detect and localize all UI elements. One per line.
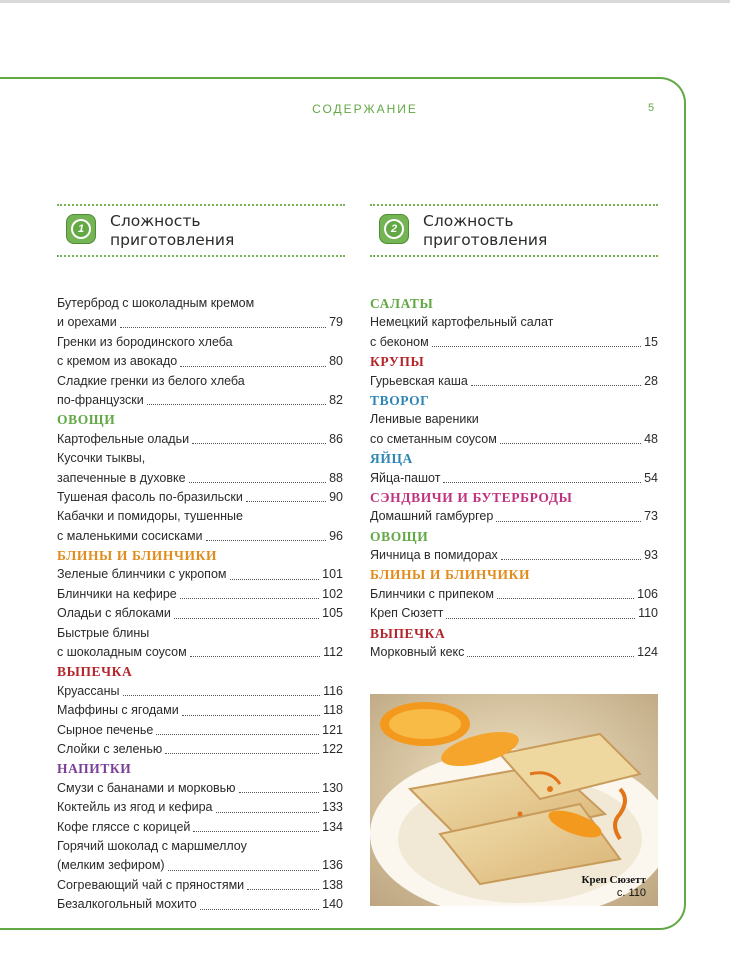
entry-page: 105 (322, 606, 343, 621)
section-title: Сложность приготовления (110, 212, 235, 249)
top-border (0, 0, 730, 3)
entry-page: 96 (329, 528, 343, 543)
dot-leader (471, 372, 641, 386)
dotted-divider (57, 255, 345, 257)
dot-leader (230, 565, 320, 579)
toc-entry (57, 643, 343, 662)
toc-entry (370, 643, 658, 662)
toc-entry (370, 546, 658, 565)
entry-title: Смузи с бананами и морковью (57, 780, 236, 795)
entry-page: 73 (644, 509, 658, 524)
toc-entry (57, 895, 343, 914)
page-number: 5 (648, 102, 655, 114)
toc-entry (57, 585, 343, 604)
caption-title: Креп Сюзетт (581, 874, 646, 886)
difficulty-section-2 (370, 204, 658, 257)
toc-entry (57, 682, 343, 701)
entry-title: и орехами (57, 315, 117, 330)
dot-leader (432, 333, 641, 347)
toc-entry (57, 565, 343, 584)
crepe-suzette-photo (370, 694, 658, 906)
dot-leader (496, 507, 641, 521)
toc-entry (57, 527, 343, 546)
dot-leader (206, 527, 327, 541)
entry-title: запеченные в духовке (57, 470, 186, 485)
dot-leader (501, 546, 641, 560)
entry-title: Зеленые блинчики с укропом (57, 567, 227, 582)
entry-page: 86 (329, 431, 343, 446)
entry-title: Блинчики на кефире (57, 586, 177, 601)
entry-page: 134 (322, 819, 343, 834)
category-heading: ОВОЩИ (370, 528, 429, 544)
dot-leader (180, 352, 326, 366)
toc-entry (370, 507, 658, 526)
entry-title: Оладьи с яблоками (57, 606, 171, 621)
entry-title: Яичница в помидорах (370, 548, 498, 563)
entry-page: 124 (637, 645, 658, 660)
toc-entry (370, 469, 658, 488)
dot-leader (443, 469, 641, 483)
toc-entry (57, 818, 343, 837)
entry-title: Морковный кекс (370, 645, 465, 660)
dot-leader (189, 469, 327, 483)
dot-leader (216, 798, 320, 812)
entry-page: 133 (322, 800, 343, 815)
category-heading: ВЫПЕЧКА (57, 664, 133, 680)
dot-leader (180, 585, 319, 599)
dot-leader (190, 643, 320, 657)
dot-leader (446, 604, 635, 618)
entry-page: 88 (329, 470, 343, 485)
toc-entry (57, 604, 343, 623)
difficulty-badge-icon (379, 214, 409, 244)
toc-entry (370, 604, 658, 623)
toc-entry (57, 798, 343, 817)
entry-page: 102 (322, 586, 343, 601)
entry-page: 130 (322, 780, 343, 795)
entry-page: 90 (329, 489, 343, 504)
entry-title: со сметанным соусом (370, 431, 497, 446)
dotted-divider (57, 204, 345, 206)
entry-page: 79 (329, 315, 343, 330)
toc-entry-line: Немецкий картофельный салат (370, 315, 554, 330)
dot-leader (192, 430, 326, 444)
entry-page: 80 (329, 354, 343, 369)
toc-entry-line: Кабачки и помидоры, тушенные (57, 509, 243, 524)
category-heading: БЛИНЫ И БЛИНЧИКИ (370, 567, 531, 583)
toc-entry (57, 779, 343, 798)
entry-page: 140 (322, 897, 343, 912)
difficulty-section-1 (57, 204, 345, 257)
entry-title: Сырное печенье (57, 722, 154, 737)
entry-title: Домашний гамбургер (370, 509, 494, 524)
entry-title: с маленькими сосисками (57, 528, 203, 543)
section-title: Сложность приготовления (423, 212, 548, 249)
dot-leader (147, 391, 326, 405)
toc-entry (57, 721, 343, 740)
entry-title: Креп Сюзетт (370, 606, 444, 621)
dot-leader (200, 895, 319, 909)
entry-title: Коктейль из ягод и кефира (57, 800, 213, 815)
category-heading: ТВОРОГ (370, 392, 430, 408)
entry-page: 15 (644, 334, 658, 349)
entry-page: 106 (637, 586, 658, 601)
entry-page: 136 (322, 858, 343, 873)
toc-entry-line: Гренки из бородинского хлеба (57, 334, 233, 349)
entry-page: 54 (644, 470, 658, 485)
entry-title: (мелким зефиром) (57, 858, 165, 873)
entry-title: Круассаны (57, 683, 120, 698)
entry-page: 48 (644, 431, 658, 446)
dot-leader (247, 876, 319, 890)
entry-title: Блинчики с припеком (370, 586, 494, 601)
toc-entry (57, 876, 343, 895)
dot-leader (156, 721, 319, 735)
toc-entry-line: Кусочки тыквы, (57, 451, 146, 466)
toc-entry-line: Горячий шоколад с маршмеллоу (57, 838, 247, 853)
toc-entry (57, 488, 343, 507)
entry-title: Яйца-пашот (370, 470, 441, 485)
dot-leader (123, 682, 321, 696)
toc-entry-line: Быстрые блины (57, 625, 150, 640)
dot-leader (497, 585, 634, 599)
toc-entry (57, 740, 343, 759)
entry-page: 112 (323, 645, 343, 660)
entry-title: Слойки с зеленью (57, 741, 163, 756)
dotted-divider (370, 255, 658, 257)
entry-title: Гурьевская каша (370, 373, 468, 388)
toc-column-left (57, 294, 343, 915)
entry-page: 121 (322, 722, 343, 737)
toc-entry (370, 333, 658, 352)
caption-page: с. 110 (616, 887, 646, 899)
category-heading: НАПИТКИ (57, 761, 132, 777)
dot-leader (168, 856, 320, 870)
entry-page: 138 (322, 877, 343, 892)
toc-column-right (370, 294, 658, 662)
entry-page: 101 (322, 567, 343, 582)
dot-leader (120, 313, 326, 327)
toc-entry-line: Сладкие гренки из белого хлеба (57, 373, 245, 388)
toc-entry-line: Бутерброд с шоколадным кремом (57, 296, 255, 310)
photo-caption (581, 874, 646, 900)
toc-entry (370, 430, 658, 449)
dot-leader (500, 430, 641, 444)
badge-number: 2 (386, 221, 402, 237)
entry-title: Кофе гляссе с корицей (57, 819, 191, 834)
category-heading: ОВОЩИ (57, 412, 116, 428)
dot-leader (165, 740, 319, 754)
entry-title: Маффины с ягодами (57, 703, 179, 718)
toc-entry (57, 352, 343, 371)
toc-entry (57, 391, 343, 410)
entry-title: Согревающий чай с пряностями (57, 877, 245, 892)
difficulty-badge-icon (66, 214, 96, 244)
dot-leader (246, 488, 326, 502)
entry-page: 28 (644, 373, 658, 388)
entry-page: 122 (322, 741, 343, 756)
dot-leader (239, 779, 320, 793)
entry-page: 118 (323, 703, 343, 718)
dotted-divider (370, 204, 658, 206)
entry-title: с беконом (370, 334, 429, 349)
entry-title: с шоколадным соусом (57, 645, 187, 660)
badge-number: 1 (73, 221, 89, 237)
category-heading: САЛАТЫ (370, 296, 434, 311)
toc-entry (57, 313, 343, 332)
dot-leader (174, 604, 319, 618)
entry-page: 110 (638, 606, 658, 621)
toc-entry (57, 856, 343, 875)
entry-title: по-французски (57, 392, 144, 407)
entry-title: Безалкогольный мохито (57, 897, 197, 912)
category-heading: БЛИНЫ И БЛИНЧИКИ (57, 548, 218, 564)
toc-entry (370, 372, 658, 391)
toc-entry (57, 701, 343, 720)
dot-leader (182, 701, 320, 715)
entry-title: с кремом из авокадо (57, 354, 178, 369)
toc-entry (57, 430, 343, 449)
toc-entry (370, 585, 658, 604)
category-heading: ЯЙЦА (370, 451, 413, 467)
page-header-title: СОДЕРЖАНИЕ (312, 102, 418, 116)
dot-leader (193, 818, 319, 832)
toc-entry-line: Ленивые вареники (370, 412, 479, 427)
dot-leader (467, 643, 634, 657)
entry-page: 82 (329, 392, 343, 407)
category-heading: СЭНДВИЧИ И БУТЕРБРОДЫ (370, 489, 573, 505)
entry-title: Картофельные оладьи (57, 431, 190, 446)
entry-title: Тушеная фасоль по-бразильски (57, 489, 243, 504)
category-heading: ВЫПЕЧКА (370, 625, 446, 641)
entry-page: 116 (323, 683, 343, 698)
entry-page: 93 (644, 548, 658, 563)
category-heading: КРУПЫ (370, 354, 425, 370)
toc-entry (57, 469, 343, 488)
